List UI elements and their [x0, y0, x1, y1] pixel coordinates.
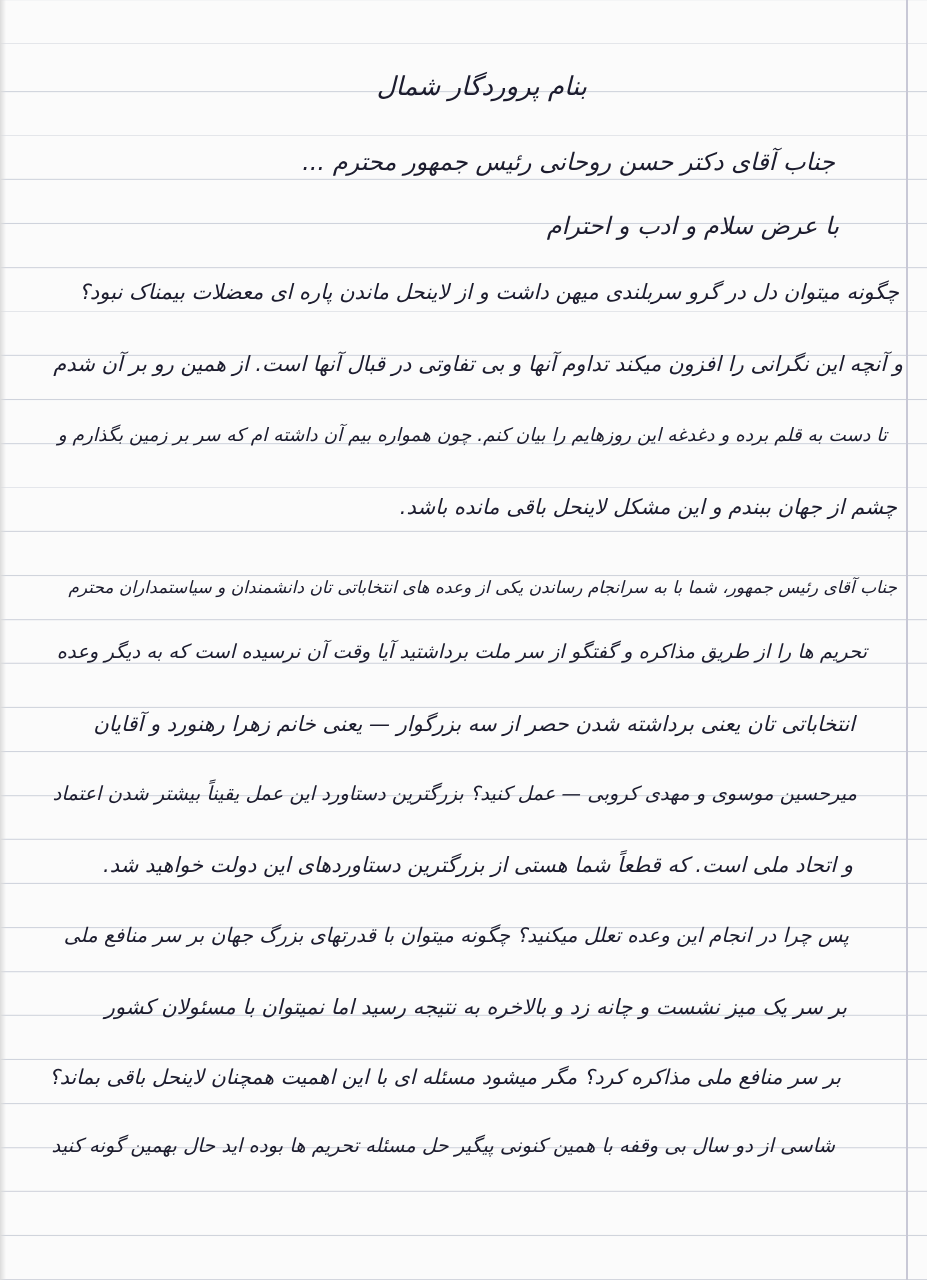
- letter-title: بنام پروردگار شمال: [376, 72, 587, 102]
- letter-address: جناب آقای دکتر حسن روحانی رئیس جمهور محترم ...: [302, 148, 835, 176]
- letter-line: میرحسین موسوی و مهدی کروبی — عمل کنید؟ بزرگترین دستاورد این عمل یقیناً بیشتر شدن اعتماد: [52, 782, 857, 805]
- letter-line: پس چرا در انجام این وعده تعلل میکنید؟ چگونه میتوان با قدرتهای بزرگ جهان بر سر منافع ملی: [63, 923, 849, 947]
- letter-line: بر سر یک میز نشست و چانه زد و بالاخره به نتیجه رسید اما نمیتوان با مسئولان کشور: [104, 995, 847, 1019]
- letter-greeting: با عرض سلام و ادب و احترام: [546, 212, 839, 240]
- letter-line: چگونه میتوان دل در گرو سربلندی میهن داشت و از لاینحل ماندن پاره ای معضلات بیمناک نبود؟: [78, 280, 899, 304]
- letter-line: جناب آقای رئیس جمهور، شما با به سرانجام رساندن یکی از وعده های انتخاباتی تان دانشمندان و سیاستمداران محترم: [68, 578, 897, 598]
- letter-line: چشم از جهان ببندم و این مشکل لاینحل باقی مانده باشد.: [399, 495, 897, 519]
- letter-line: تحریم ها را از طریق مذاکره و گفتگو از سر ملت برداشتید آیا وقت آن نرسیده است که به دیگر وعده: [56, 640, 867, 663]
- letter-line: شاسی از دو سال بی وقفه با همین کنونی پیگیر حل مسئله تحریم ها بوده اید حال بهمین گونه کنید: [51, 1134, 835, 1157]
- letter-line: انتخاباتی تان یعنی برداشته شدن حصر از سه بزرگوار — یعنی خانم زهرا رهنورد و آقایان: [93, 712, 855, 736]
- letter-line: و آنچه این نگرانی را افزون میکند تداوم آنها و بی تفاوتی در قبال آنها است. از همین رو بر آن شدم: [53, 352, 903, 376]
- letter-line: و اتحاد ملی است. که قطعاً شما هستی از بزرگترین دستاوردهای این دولت خواهید شد.: [103, 853, 853, 877]
- letter-line: تا دست به قلم برده و دغدغه این روزهایم را بیان کنم. چون همواره بیم آن داشته ام که سر بر زمین بگذارم و: [57, 425, 887, 446]
- letter-line: بر سر منافع ملی مذاکره کرد؟ مگر میشود مسئله ای با این اهمیت همچنان لاینحل باقی بماند؟: [48, 1065, 841, 1089]
- page-edge-shadow: [0, 0, 6, 1280]
